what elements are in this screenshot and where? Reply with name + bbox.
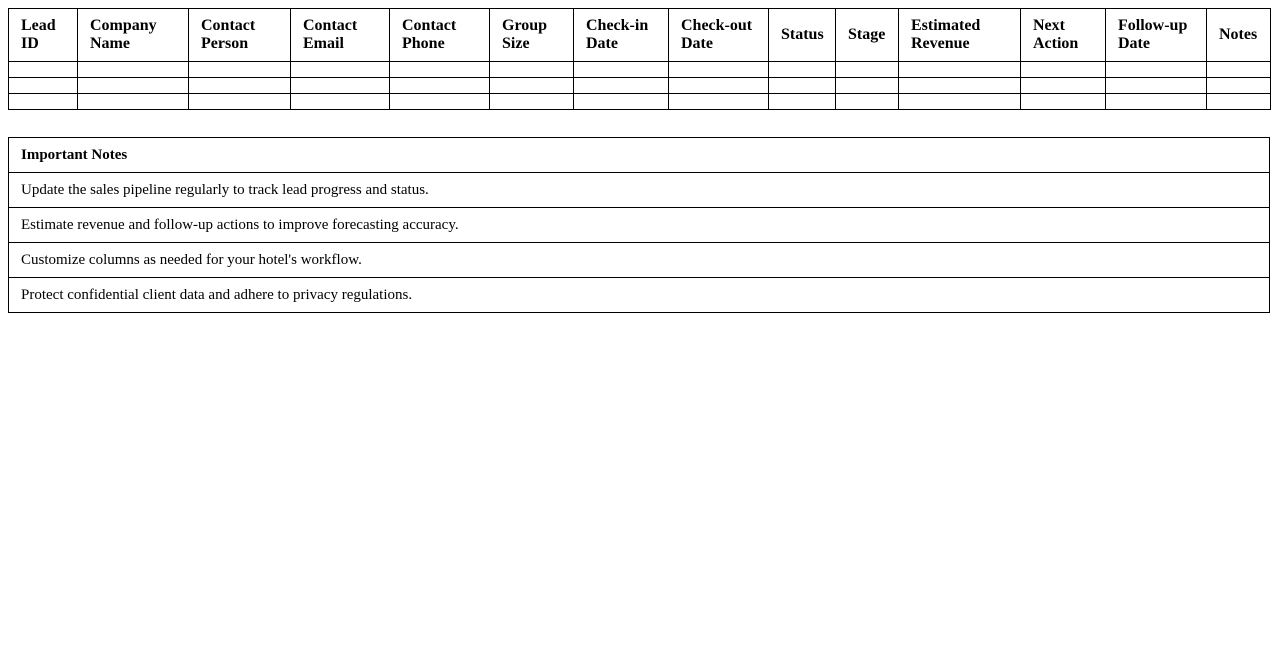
table-cell[interactable] (490, 78, 574, 94)
column-header-check-in-date: Check-in Date (574, 9, 669, 62)
table-cell[interactable] (769, 62, 836, 78)
table-cell[interactable] (9, 62, 78, 78)
table-cell[interactable] (1106, 78, 1207, 94)
table-cell[interactable] (390, 62, 490, 78)
column-header-next-action: Next Action (1021, 9, 1106, 62)
note-row (9, 278, 1270, 313)
table-cell[interactable] (291, 78, 390, 94)
table-row (9, 78, 1271, 94)
table-cell[interactable] (1207, 78, 1271, 94)
table-cell[interactable] (390, 78, 490, 94)
table-cell[interactable] (78, 62, 189, 78)
column-header-stage: Stage (836, 9, 899, 62)
table-cell[interactable] (769, 94, 836, 110)
notes-header-row (9, 138, 1270, 173)
table-cell[interactable] (9, 94, 78, 110)
table-cell[interactable] (1106, 94, 1207, 110)
column-header-group-size: Group Size (490, 9, 574, 62)
important-notes-table (8, 137, 1270, 313)
table-cell[interactable] (899, 94, 1021, 110)
note-item: Protect confidential client data and adhere to privacy regulations. (9, 278, 1270, 313)
note-item: Customize columns as needed for your hotel's workflow. (9, 243, 1270, 278)
table-cell[interactable] (1021, 94, 1106, 110)
note-row (9, 208, 1270, 243)
sales-pipeline-table (8, 8, 1271, 110)
column-header-check-out-date: Check-out Date (669, 9, 769, 62)
table-cell[interactable] (291, 62, 390, 78)
table-cell[interactable] (490, 94, 574, 110)
table-cell[interactable] (669, 62, 769, 78)
table-cell[interactable] (78, 78, 189, 94)
table-cell[interactable] (836, 78, 899, 94)
table-cell[interactable] (189, 94, 291, 110)
note-row (9, 173, 1270, 208)
table-cell[interactable] (1021, 62, 1106, 78)
column-header-estimated-revenue: Estimated Revenue (899, 9, 1021, 62)
table-cell[interactable] (1106, 62, 1207, 78)
table-cell[interactable] (1021, 78, 1106, 94)
table-cell[interactable] (836, 94, 899, 110)
table-cell[interactable] (769, 78, 836, 94)
table-cell[interactable] (390, 94, 490, 110)
table-header-row (9, 9, 1271, 62)
table-cell[interactable] (574, 62, 669, 78)
table-cell[interactable] (1207, 94, 1271, 110)
table-cell[interactable] (291, 94, 390, 110)
notes-title: Important Notes (9, 138, 1270, 173)
table-cell[interactable] (669, 78, 769, 94)
table-cell[interactable] (189, 78, 291, 94)
column-header-contact-email: Contact Email (291, 9, 390, 62)
table-cell[interactable] (574, 94, 669, 110)
note-item: Update the sales pipeline regularly to track lead progress and status. (9, 173, 1270, 208)
column-header-follow-up-date: Follow-up Date (1106, 9, 1207, 62)
column-header-status: Status (769, 9, 836, 62)
table-cell[interactable] (490, 62, 574, 78)
table-row (9, 62, 1271, 78)
table-cell[interactable] (1207, 62, 1271, 78)
column-header-company-name: Company Name (78, 9, 189, 62)
column-header-lead-id: Lead ID (9, 9, 78, 62)
table-row (9, 94, 1271, 110)
table-cell[interactable] (574, 78, 669, 94)
table-cell[interactable] (669, 94, 769, 110)
table-cell[interactable] (9, 78, 78, 94)
table-body (9, 62, 1271, 110)
table-cell[interactable] (899, 62, 1021, 78)
note-item: Estimate revenue and follow-up actions to improve forecasting accuracy. (9, 208, 1270, 243)
column-header-notes: Notes (1207, 9, 1271, 62)
table-cell[interactable] (78, 94, 189, 110)
note-row (9, 243, 1270, 278)
table-cell[interactable] (899, 78, 1021, 94)
table-cell[interactable] (189, 62, 291, 78)
column-header-contact-person: Contact Person (189, 9, 291, 62)
column-header-contact-phone: Contact Phone (390, 9, 490, 62)
table-cell[interactable] (836, 62, 899, 78)
